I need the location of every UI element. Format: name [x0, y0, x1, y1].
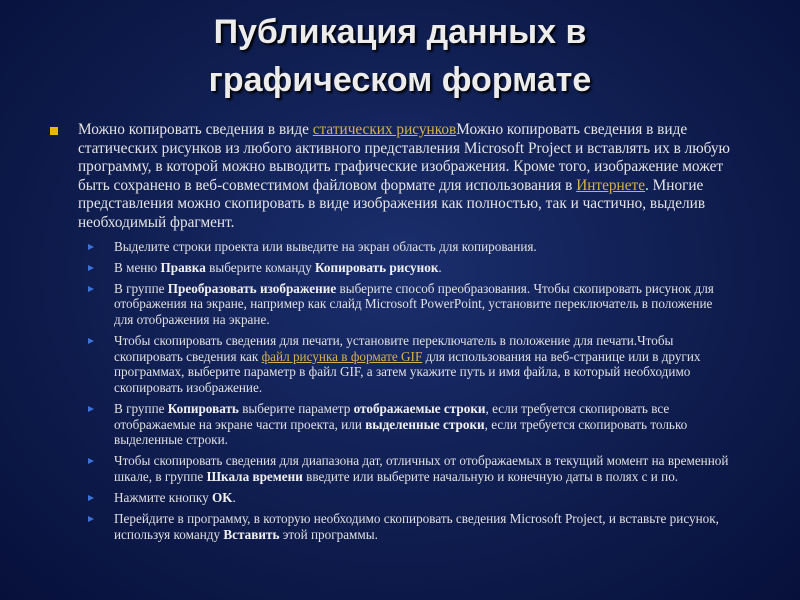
triangle-bullet-icon	[88, 458, 94, 464]
step-text: .	[438, 259, 442, 275]
group-convert-image: Преобразовать изображение	[167, 280, 337, 296]
main-text-b: Можно копировать сведения в виде статических рисунков из любого активного представления Microsoft Project и вставлять их в любую программу, в которой можно выводить графические изображения. Кроме того, изображение может быть сохранено в веб-совместимом файловом формате для использования в	[78, 121, 730, 194]
step-text: этой программы.	[279, 526, 378, 542]
main-text-c: . Многие представления можно скопировать в виде изображения как полностью, так и частично, выделив необходимый фрагмент.	[78, 176, 706, 231]
step-text: .	[232, 489, 236, 505]
step-text: В группе	[114, 280, 168, 296]
step-text: Чтобы скопировать сведения для диапазона дат, отличных от отображаемых в текущий момент на временной шкале, в группе	[114, 453, 729, 484]
steps-list	[50, 239, 730, 543]
list-item	[88, 239, 730, 255]
step-text: выберите команду	[205, 259, 315, 275]
slide-body	[50, 121, 730, 548]
command-paste: Вставить	[223, 526, 280, 542]
main-paragraph	[50, 121, 730, 233]
triangle-bullet-icon	[88, 516, 94, 522]
group-timescale: Шкала времени	[206, 468, 303, 484]
square-bullet-icon	[50, 127, 58, 135]
step-text: Выделите строки проекта или выведите на экран область для копирования.	[114, 238, 537, 254]
list-item	[88, 281, 730, 328]
step-text: введите или выберите начальную и конечную даты в полях с и по.	[302, 468, 679, 484]
main-text-a: Можно копировать сведения в виде	[78, 121, 313, 138]
list-item	[88, 333, 730, 395]
triangle-bullet-icon	[88, 286, 94, 292]
triangle-bullet-icon	[88, 406, 94, 412]
title-line-2: графическом формате	[208, 61, 592, 99]
internet-link[interactable]: Интернете	[576, 176, 646, 194]
list-item	[88, 453, 730, 484]
step-text: для использования на веб-странице или в других программах, выберите параметр в файл GIF, а затем укажите путь и имя файла, в который необходимо скопировать изображение.	[114, 348, 701, 395]
triangle-bullet-icon	[88, 244, 94, 250]
triangle-bullet-icon	[88, 495, 94, 501]
step-text: В группе	[114, 400, 168, 416]
option-displayed-rows: отображаемые строки	[353, 400, 486, 416]
step-text: Перейдите в программу, в которую необходимо скопировать сведения Microsoft Project, и вставьте рисунок, используя команду	[114, 510, 719, 542]
option-selected-rows: выделенные строки	[365, 416, 485, 432]
menu-edit: Правка	[160, 259, 206, 275]
step-text: Нажмите кнопку	[114, 489, 213, 505]
triangle-bullet-icon	[88, 265, 94, 271]
slide-title	[0, 8, 800, 104]
group-copy: Копировать	[167, 400, 239, 416]
title-line-1: Публикация данных в	[213, 13, 587, 51]
static-pictures-link[interactable]: статических рисунков	[312, 121, 457, 138]
list-item	[88, 511, 730, 542]
list-item	[88, 260, 730, 276]
list-item	[88, 401, 730, 448]
step-text: выберите параметр	[238, 400, 354, 416]
step-text: , если требуется скопировать только выделенные строки.	[114, 416, 688, 448]
step-text: Чтобы скопировать сведения для печати, установите переключатель в положение для печати.Чтобы скопировать сведения как	[114, 333, 674, 364]
step-text: , если требуется скопировать все отображаемые на экране части проекта, или	[114, 400, 670, 432]
list-item	[88, 490, 730, 506]
command-copy-picture: Копировать рисунок	[315, 259, 439, 275]
button-ok: OK	[212, 489, 233, 505]
triangle-bullet-icon	[88, 338, 94, 344]
step-text: В меню	[114, 259, 161, 275]
step-text: выберите способ преобразования. Чтобы скопировать рисунок для отображения на экране, например как слайд Microsoft PowerPoint, установите переключатель в положение для отображения на экране.	[114, 280, 714, 327]
gif-file-link[interactable]: файл рисунка в формате GIF	[261, 348, 423, 364]
